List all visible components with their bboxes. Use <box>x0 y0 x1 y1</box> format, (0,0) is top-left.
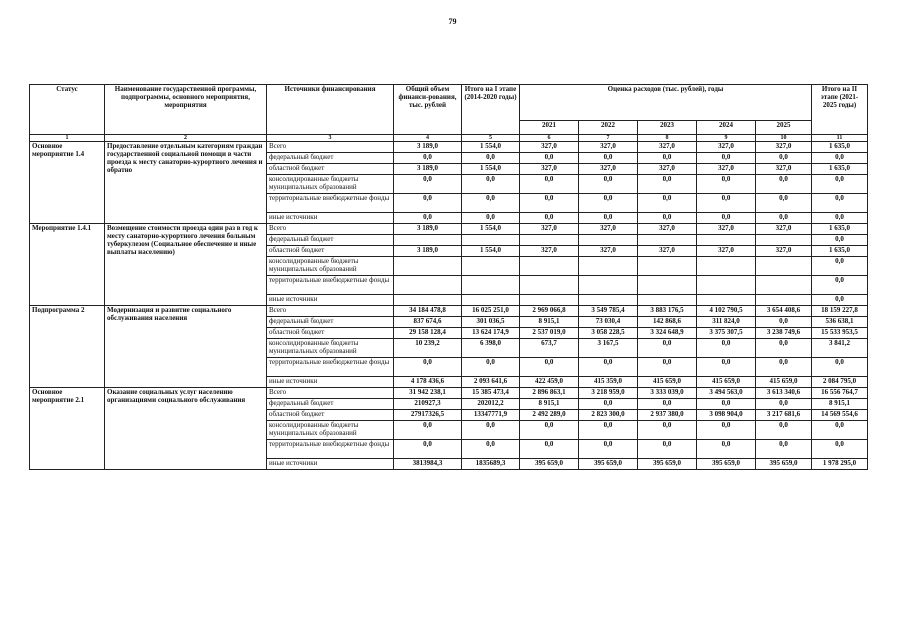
amount-cell: 13 624 174,9 <box>462 328 520 339</box>
amount-cell: 0,0 <box>638 175 697 194</box>
amount-cell: 0,0 <box>462 153 520 164</box>
amount-cell: 0,0 <box>394 358 462 377</box>
row-status: Основное мероприятие 1.4 <box>30 142 105 224</box>
funding-source: областной бюджет <box>267 328 394 339</box>
funding-source: Всего <box>267 306 394 317</box>
funding-source: консолидированные бюджеты муниципальных образований <box>267 339 394 358</box>
amount-cell: 1 635,0 <box>812 164 868 175</box>
funding-source: территориальные внебюджетные фонды <box>267 358 394 377</box>
amount-cell: 3 333 039,0 <box>638 388 697 399</box>
amount-cell: 536 638,1 <box>812 317 868 328</box>
amount-cell: 0,0 <box>697 440 756 459</box>
amount-cell: 142 868,6 <box>638 317 697 328</box>
amount-cell: 0,0 <box>579 194 638 213</box>
funding-source: иные источники <box>267 377 394 388</box>
amount-cell: 395 659,0 <box>520 459 579 470</box>
amount-cell: 0,0 <box>638 399 697 410</box>
amount-cell: 0,0 <box>812 194 868 213</box>
amount-cell: 837 674,6 <box>394 317 462 328</box>
amount-cell <box>697 295 756 306</box>
column-number: 1 <box>30 135 105 142</box>
amount-cell: 0,0 <box>520 358 579 377</box>
funding-source: областной бюджет <box>267 246 394 257</box>
amount-cell: 0,0 <box>394 194 462 213</box>
column-number: 6 <box>520 135 579 142</box>
amount-cell: 73 030,4 <box>579 317 638 328</box>
year-header: 2025 <box>756 121 812 135</box>
amount-cell: 2 896 863,1 <box>520 388 579 399</box>
row-program-name: Возмещение стоимости проезда один раз в год к месту санаторно-курортного лечения больным туберкулезом (Социальное обеспечение и иные выплаты населению) <box>105 224 267 306</box>
amount-cell: 6 398,0 <box>462 339 520 358</box>
amount-cell: 0,0 <box>638 213 697 224</box>
amount-cell <box>579 295 638 306</box>
amount-cell: 0,0 <box>756 399 812 410</box>
amount-cell: 0,0 <box>756 194 812 213</box>
amount-cell: 1 554,0 <box>462 224 520 235</box>
amount-cell: 0,0 <box>520 440 579 459</box>
amount-cell: 327,0 <box>520 164 579 175</box>
col-stage2-header: Итого на II этапе (2021-2025 годы) <box>812 85 868 135</box>
amount-cell: 0,0 <box>462 213 520 224</box>
funding-source: иные источники <box>267 459 394 470</box>
amount-cell: 0,0 <box>579 421 638 440</box>
amount-cell: 0,0 <box>812 276 868 295</box>
amount-cell <box>520 257 579 276</box>
funding-source: областной бюджет <box>267 164 394 175</box>
amount-cell: 0,0 <box>394 213 462 224</box>
amount-cell: 0,0 <box>394 440 462 459</box>
amount-cell <box>697 257 756 276</box>
amount-cell: 29 158 128,4 <box>394 328 462 339</box>
amount-cell: 0,0 <box>638 339 697 358</box>
amount-cell: 1 978 295,0 <box>812 459 868 470</box>
amount-cell: 2 084 795,0 <box>812 377 868 388</box>
amount-cell: 0,0 <box>812 153 868 164</box>
amount-cell <box>638 295 697 306</box>
col-source-header: Источники финансирования <box>267 85 394 135</box>
amount-cell: 0,0 <box>462 358 520 377</box>
amount-cell: 301 036,5 <box>462 317 520 328</box>
amount-cell: 0,0 <box>394 175 462 194</box>
amount-cell: 4 178 436,6 <box>394 377 462 388</box>
amount-cell: 0,0 <box>697 194 756 213</box>
amount-cell: 2 937 380,0 <box>638 410 697 421</box>
amount-cell: 3 058 228,5 <box>579 328 638 339</box>
column-number: 8 <box>638 135 697 142</box>
amount-cell: 422 459,0 <box>520 377 579 388</box>
amount-cell <box>520 235 579 246</box>
year-header: 2022 <box>579 121 638 135</box>
amount-cell: 0,0 <box>579 153 638 164</box>
amount-cell: 0,0 <box>812 421 868 440</box>
amount-cell: 3 654 408,6 <box>756 306 812 317</box>
amount-cell: 311 824,0 <box>697 317 756 328</box>
amount-cell: 16 025 251,0 <box>462 306 520 317</box>
amount-cell: 3 238 749,6 <box>756 328 812 339</box>
column-number: 4 <box>394 135 462 142</box>
amount-cell: 0,0 <box>812 295 868 306</box>
amount-cell: 0,0 <box>697 175 756 194</box>
amount-cell: 31 942 238,1 <box>394 388 462 399</box>
amount-cell: 3 167,5 <box>579 339 638 358</box>
row-program-name: Оказание социальных услуг населению организациями социального обслуживания <box>105 388 267 470</box>
amount-cell: 4 102 790,5 <box>697 306 756 317</box>
amount-cell: 327,0 <box>579 224 638 235</box>
amount-cell: 3 189,0 <box>394 142 462 153</box>
amount-cell: 34 184 478,8 <box>394 306 462 317</box>
col-total-header: Общий объем финанси-рования, тыс. рублей <box>394 85 462 135</box>
amount-cell: 3 189,0 <box>394 246 462 257</box>
amount-cell: 2 537 019,0 <box>520 328 579 339</box>
amount-cell: 18 159 227,8 <box>812 306 868 317</box>
amount-cell: 0,0 <box>579 213 638 224</box>
amount-cell: 395 659,0 <box>697 459 756 470</box>
amount-cell: 1 635,0 <box>812 246 868 257</box>
amount-cell <box>756 295 812 306</box>
funding-source: Всего <box>267 142 394 153</box>
amount-cell: 15 385 473,4 <box>462 388 520 399</box>
amount-cell <box>638 235 697 246</box>
amount-cell: 0,0 <box>756 421 812 440</box>
amount-cell: 395 659,0 <box>638 459 697 470</box>
column-number: 2 <box>105 135 267 142</box>
page-number: 79 <box>448 17 457 26</box>
amount-cell: 0,0 <box>812 213 868 224</box>
amount-cell: 415 659,0 <box>756 377 812 388</box>
amount-cell: 327,0 <box>697 142 756 153</box>
amount-cell: 0,0 <box>756 440 812 459</box>
amount-cell <box>756 257 812 276</box>
funding-source: областной бюджет <box>267 410 394 421</box>
amount-cell: 327,0 <box>697 246 756 257</box>
funding-source: консолидированные бюджеты муниципальных образований <box>267 175 394 194</box>
funding-source: консолидированные бюджеты муниципальных образований <box>267 421 394 440</box>
amount-cell: 0,0 <box>756 317 812 328</box>
amount-cell: 0,0 <box>697 421 756 440</box>
amount-cell: 13347771,9 <box>462 410 520 421</box>
column-number: 9 <box>697 135 756 142</box>
amount-cell: 0,0 <box>812 235 868 246</box>
amount-cell: 415 359,0 <box>579 377 638 388</box>
amount-cell: 327,0 <box>638 224 697 235</box>
amount-cell: 0,0 <box>462 421 520 440</box>
amount-cell: 0,0 <box>462 440 520 459</box>
amount-cell: 327,0 <box>520 142 579 153</box>
table-row <box>30 224 868 235</box>
row-program-name: Модернизация и развитие социального обслуживания населения <box>105 306 267 388</box>
row-status: Мероприятие 1.4.1 <box>30 224 105 306</box>
amount-cell: 0,0 <box>579 358 638 377</box>
amount-cell: 327,0 <box>638 246 697 257</box>
funding-source: территориальные внебюджетные фонды <box>267 440 394 459</box>
amount-cell: 327,0 <box>520 246 579 257</box>
amount-cell: 3 217 681,6 <box>756 410 812 421</box>
amount-cell: 327,0 <box>697 224 756 235</box>
amount-cell <box>579 235 638 246</box>
amount-cell: 0,0 <box>520 194 579 213</box>
amount-cell: 1835689,3 <box>462 459 520 470</box>
amount-cell: 327,0 <box>638 164 697 175</box>
amount-cell: 0,0 <box>638 440 697 459</box>
funding-source: иные источники <box>267 295 394 306</box>
amount-cell: 1 635,0 <box>812 142 868 153</box>
amount-cell: 0,0 <box>520 153 579 164</box>
column-number: 11 <box>812 135 868 142</box>
amount-cell: 0,0 <box>394 421 462 440</box>
amount-cell: 2 969 066,8 <box>520 306 579 317</box>
funding-source: федеральный бюджет <box>267 153 394 164</box>
amount-cell <box>520 276 579 295</box>
amount-cell: 0,0 <box>638 194 697 213</box>
amount-cell: 2 492 289,0 <box>520 410 579 421</box>
amount-cell: 8 915,1 <box>520 399 579 410</box>
amount-cell: 327,0 <box>579 164 638 175</box>
row-program-name: Предоставление отдельным категориям граждан государственной социальной помощи в части проезда к месту санаторно-курортного лечения и обратно <box>105 142 267 224</box>
amount-cell: 0,0 <box>756 175 812 194</box>
amount-cell: 15 533 953,5 <box>812 328 868 339</box>
amount-cell: 202012,2 <box>462 399 520 410</box>
amount-cell: 0,0 <box>697 358 756 377</box>
amount-cell: 0,0 <box>579 399 638 410</box>
funding-source: федеральный бюджет <box>267 317 394 328</box>
amount-cell: 1 554,0 <box>462 142 520 153</box>
amount-cell <box>462 276 520 295</box>
funding-source: федеральный бюджет <box>267 399 394 410</box>
amount-cell: 327,0 <box>520 224 579 235</box>
amount-cell: 0,0 <box>638 358 697 377</box>
amount-cell: 0,0 <box>697 213 756 224</box>
amount-cell: 0,0 <box>812 175 868 194</box>
amount-cell: 1 554,0 <box>462 246 520 257</box>
col-status-header: Статус <box>30 85 105 135</box>
amount-cell <box>394 276 462 295</box>
table-row <box>30 388 868 399</box>
amount-cell: 16 556 764,7 <box>812 388 868 399</box>
amount-cell: 327,0 <box>579 246 638 257</box>
amount-cell <box>394 257 462 276</box>
amount-cell: 3 883 176,5 <box>638 306 697 317</box>
table-row <box>30 142 868 153</box>
amount-cell: 3 098 904,0 <box>697 410 756 421</box>
amount-cell: 0,0 <box>394 153 462 164</box>
amount-cell: 1 554,0 <box>462 164 520 175</box>
col-stage1-header: Итого на I этапе (2014-2020 годы) <box>462 85 520 135</box>
col-estimate-header: Оценка расходов (тыс. рублей), годы <box>520 85 812 121</box>
amount-cell <box>697 276 756 295</box>
amount-cell: 3 841,2 <box>812 339 868 358</box>
amount-cell: 3 613 340,6 <box>756 388 812 399</box>
amount-cell: 415 659,0 <box>638 377 697 388</box>
amount-cell: 0,0 <box>579 175 638 194</box>
funding-source: консолидированные бюджеты муниципальных образований <box>267 257 394 276</box>
amount-cell: 395 659,0 <box>579 459 638 470</box>
column-numbers-row <box>30 135 868 142</box>
amount-cell: 3 189,0 <box>394 224 462 235</box>
row-status: Основное мероприятие 2.1 <box>30 388 105 470</box>
amount-cell: 14 569 554,6 <box>812 410 868 421</box>
amount-cell: 210927,3 <box>394 399 462 410</box>
amount-cell: 327,0 <box>638 142 697 153</box>
amount-cell: 327,0 <box>756 164 812 175</box>
amount-cell: 3 324 648,9 <box>638 328 697 339</box>
amount-cell <box>462 257 520 276</box>
amount-cell: 0,0 <box>579 440 638 459</box>
amount-cell <box>394 235 462 246</box>
amount-cell: 0,0 <box>756 153 812 164</box>
amount-cell: 0,0 <box>812 440 868 459</box>
year-header: 2024 <box>697 121 756 135</box>
column-number: 5 <box>462 135 520 142</box>
amount-cell: 0,0 <box>756 339 812 358</box>
funding-source: территориальные внебюджетные фонды <box>267 194 394 213</box>
amount-cell: 0,0 <box>756 213 812 224</box>
amount-cell <box>756 235 812 246</box>
amount-cell: 3 189,0 <box>394 164 462 175</box>
column-number: 7 <box>579 135 638 142</box>
amount-cell <box>638 276 697 295</box>
amount-cell <box>462 295 520 306</box>
header-row <box>30 85 868 121</box>
amount-cell: 0,0 <box>812 358 868 377</box>
amount-cell: 10 239,2 <box>394 339 462 358</box>
amount-cell: 2 093 641,6 <box>462 377 520 388</box>
amount-cell <box>520 295 579 306</box>
amount-cell: 0,0 <box>756 358 812 377</box>
amount-cell: 327,0 <box>756 142 812 153</box>
amount-cell: 8 915,1 <box>520 317 579 328</box>
amount-cell <box>394 295 462 306</box>
amount-cell: 395 659,0 <box>756 459 812 470</box>
amount-cell: 0,0 <box>697 339 756 358</box>
amount-cell: 327,0 <box>579 142 638 153</box>
amount-cell <box>756 276 812 295</box>
amount-cell: 0,0 <box>812 257 868 276</box>
table-row <box>30 306 868 317</box>
amount-cell: 0,0 <box>520 175 579 194</box>
amount-cell: 1 635,0 <box>812 224 868 235</box>
amount-cell: 8 915,1 <box>812 399 868 410</box>
amount-cell: 3 218 959,0 <box>579 388 638 399</box>
funding-source: федеральный бюджет <box>267 235 394 246</box>
amount-cell <box>697 235 756 246</box>
year-header: 2023 <box>638 121 697 135</box>
amount-cell: 327,0 <box>756 246 812 257</box>
amount-cell: 0,0 <box>520 213 579 224</box>
amount-cell: 3813984,3 <box>394 459 462 470</box>
amount-cell: 415 659,0 <box>697 377 756 388</box>
amount-cell: 0,0 <box>462 194 520 213</box>
amount-cell: 0,0 <box>462 175 520 194</box>
amount-cell: 2 823 300,0 <box>579 410 638 421</box>
column-number: 3 <box>267 135 394 142</box>
funding-source: территориальные внебюджетные фонды <box>267 276 394 295</box>
amount-cell <box>579 276 638 295</box>
col-name-header: Наименование государственной программы, подпрограммы, основного мероприятия, мероприятия <box>105 85 267 135</box>
funding-source: Всего <box>267 224 394 235</box>
amount-cell: 327,0 <box>697 164 756 175</box>
amount-cell: 327,0 <box>756 224 812 235</box>
amount-cell: 0,0 <box>638 153 697 164</box>
amount-cell <box>579 257 638 276</box>
column-number: 10 <box>756 135 812 142</box>
amount-cell: 3 494 563,0 <box>697 388 756 399</box>
funding-source: Всего <box>267 388 394 399</box>
amount-cell: 0,0 <box>520 421 579 440</box>
amount-cell: 673,7 <box>520 339 579 358</box>
funding-source: иные источники <box>267 213 394 224</box>
amount-cell: 0,0 <box>638 421 697 440</box>
amount-cell: 3 549 785,4 <box>579 306 638 317</box>
amount-cell <box>462 235 520 246</box>
amount-cell: 0,0 <box>697 153 756 164</box>
year-header: 2021 <box>520 121 579 135</box>
amount-cell: 3 375 307,5 <box>697 328 756 339</box>
row-status: Подпрограмма 2 <box>30 306 105 388</box>
budget-table <box>29 84 868 470</box>
amount-cell: 0,0 <box>697 399 756 410</box>
amount-cell <box>638 257 697 276</box>
amount-cell: 27917326,5 <box>394 410 462 421</box>
